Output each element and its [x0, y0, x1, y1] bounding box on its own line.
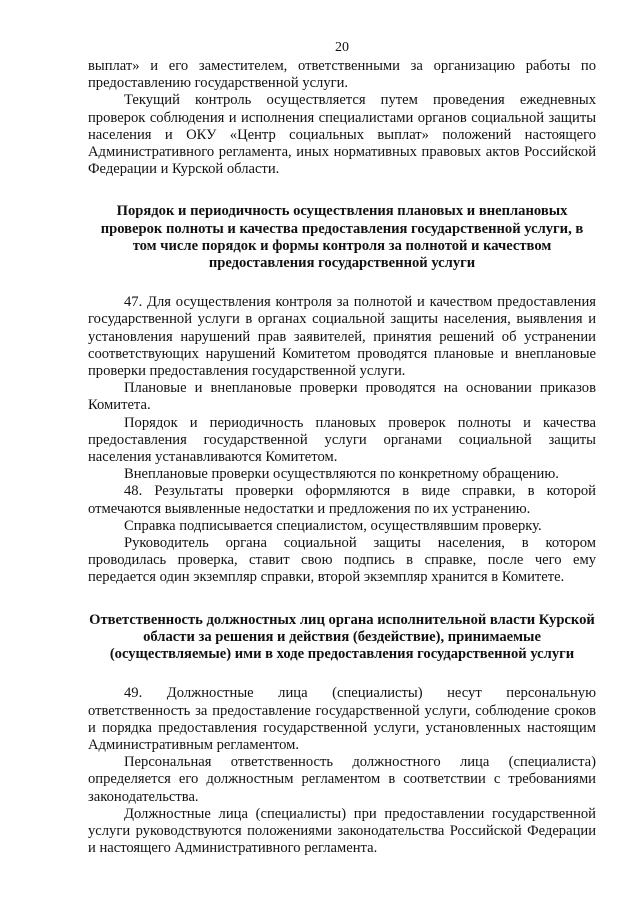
paragraph-planned-checks: Плановые и внеплановые проверки проводятся на основании приказов Комитета.: [88, 380, 596, 414]
paragraph-item-48: 48. Результаты проверки оформляются в виде справки, в которой отмечаются выявленные недостатки и предложения по их устранению.: [88, 483, 596, 517]
spacer: [88, 272, 596, 294]
spacer: [88, 663, 596, 685]
section-heading-responsibility: Ответственность должностных лиц органа исполнительной власти Курской области за решения и действия (бездействие), принимаемые (осуществляемые) ими в ходе предоставления государственной услуги: [89, 611, 595, 663]
spacer: [88, 587, 596, 612]
paragraph-item-49: 49. Должностные лица (специалисты) несут персональную ответственность за предоставление государственной услуги, соблюдение сроков и порядка предоставления государственной услуги, установленных настоящим Административным регламентом.: [88, 685, 596, 753]
paragraph-periodicity: Порядок и периодичность плановых проверок полноты и качества предоставления государственной услуги органами социальной защиты населения устанавливаются Комитетом.: [88, 414, 596, 466]
paragraph-certificate-signed: Справка подписывается специалистом, осуществлявшим проверку.: [124, 517, 542, 534]
paragraph-personal-responsibility: Персональная ответственность должностного лица (специалиста) определяется его должностным регламентом в соответствии с требованиями законодательства.: [88, 754, 596, 805]
paragraph-officials-guided: Должностные лица (специалисты) при предоставлении государственной услуги руководствуются положениями законодательства Российской Федерации и настоящего Административного регламента.: [88, 805, 596, 857]
paragraph-head-signature: Руководитель органа социальной защиты населения, в котором проводилась проверка, ставит свою подпись в справке, после чего ему передается один экземпляр справки, второй экземпляр хранится в Комитете.: [88, 535, 596, 586]
paragraph-current-control: Текущий контроль осуществляется путем проведения ежедневных проверок соблюдения и исполнения специалистами органов социальной защиты населения и ОКУ «Центр социальных выплат» положений настоящего Административного регламента, иных нормативных правовых актов Российской Федерации и Курской области.: [88, 92, 596, 178]
paragraph-unplanned-checks: Внеплановые проверки осуществляются по конкретному обращению.: [124, 466, 559, 483]
paragraph-item-47: 47. Для осуществления контроля за полнотой и качеством предоставления государственной услуги в органах социальной защиты населения, выявления и установления нарушений прав заявителей, принятия решений об устранении соответствующих нарушений Комитетом проводятся плановые и внеплановые проверки предоставления государственной услуги.: [88, 294, 596, 380]
spacer: [88, 178, 596, 203]
paragraph-continuation: выплат» и его заместителем, ответственными за организацию работы по предоставлению государственной услуги.: [88, 58, 596, 92]
section-heading-inspections: Порядок и периодичность осуществления плановых и внеплановых проверок полноты и качества предоставления государственной услуги, в том числе порядок и формы контроля за полнотой и качеством предоставления государственной услуги: [100, 203, 584, 272]
page-number: 20: [335, 40, 349, 55]
